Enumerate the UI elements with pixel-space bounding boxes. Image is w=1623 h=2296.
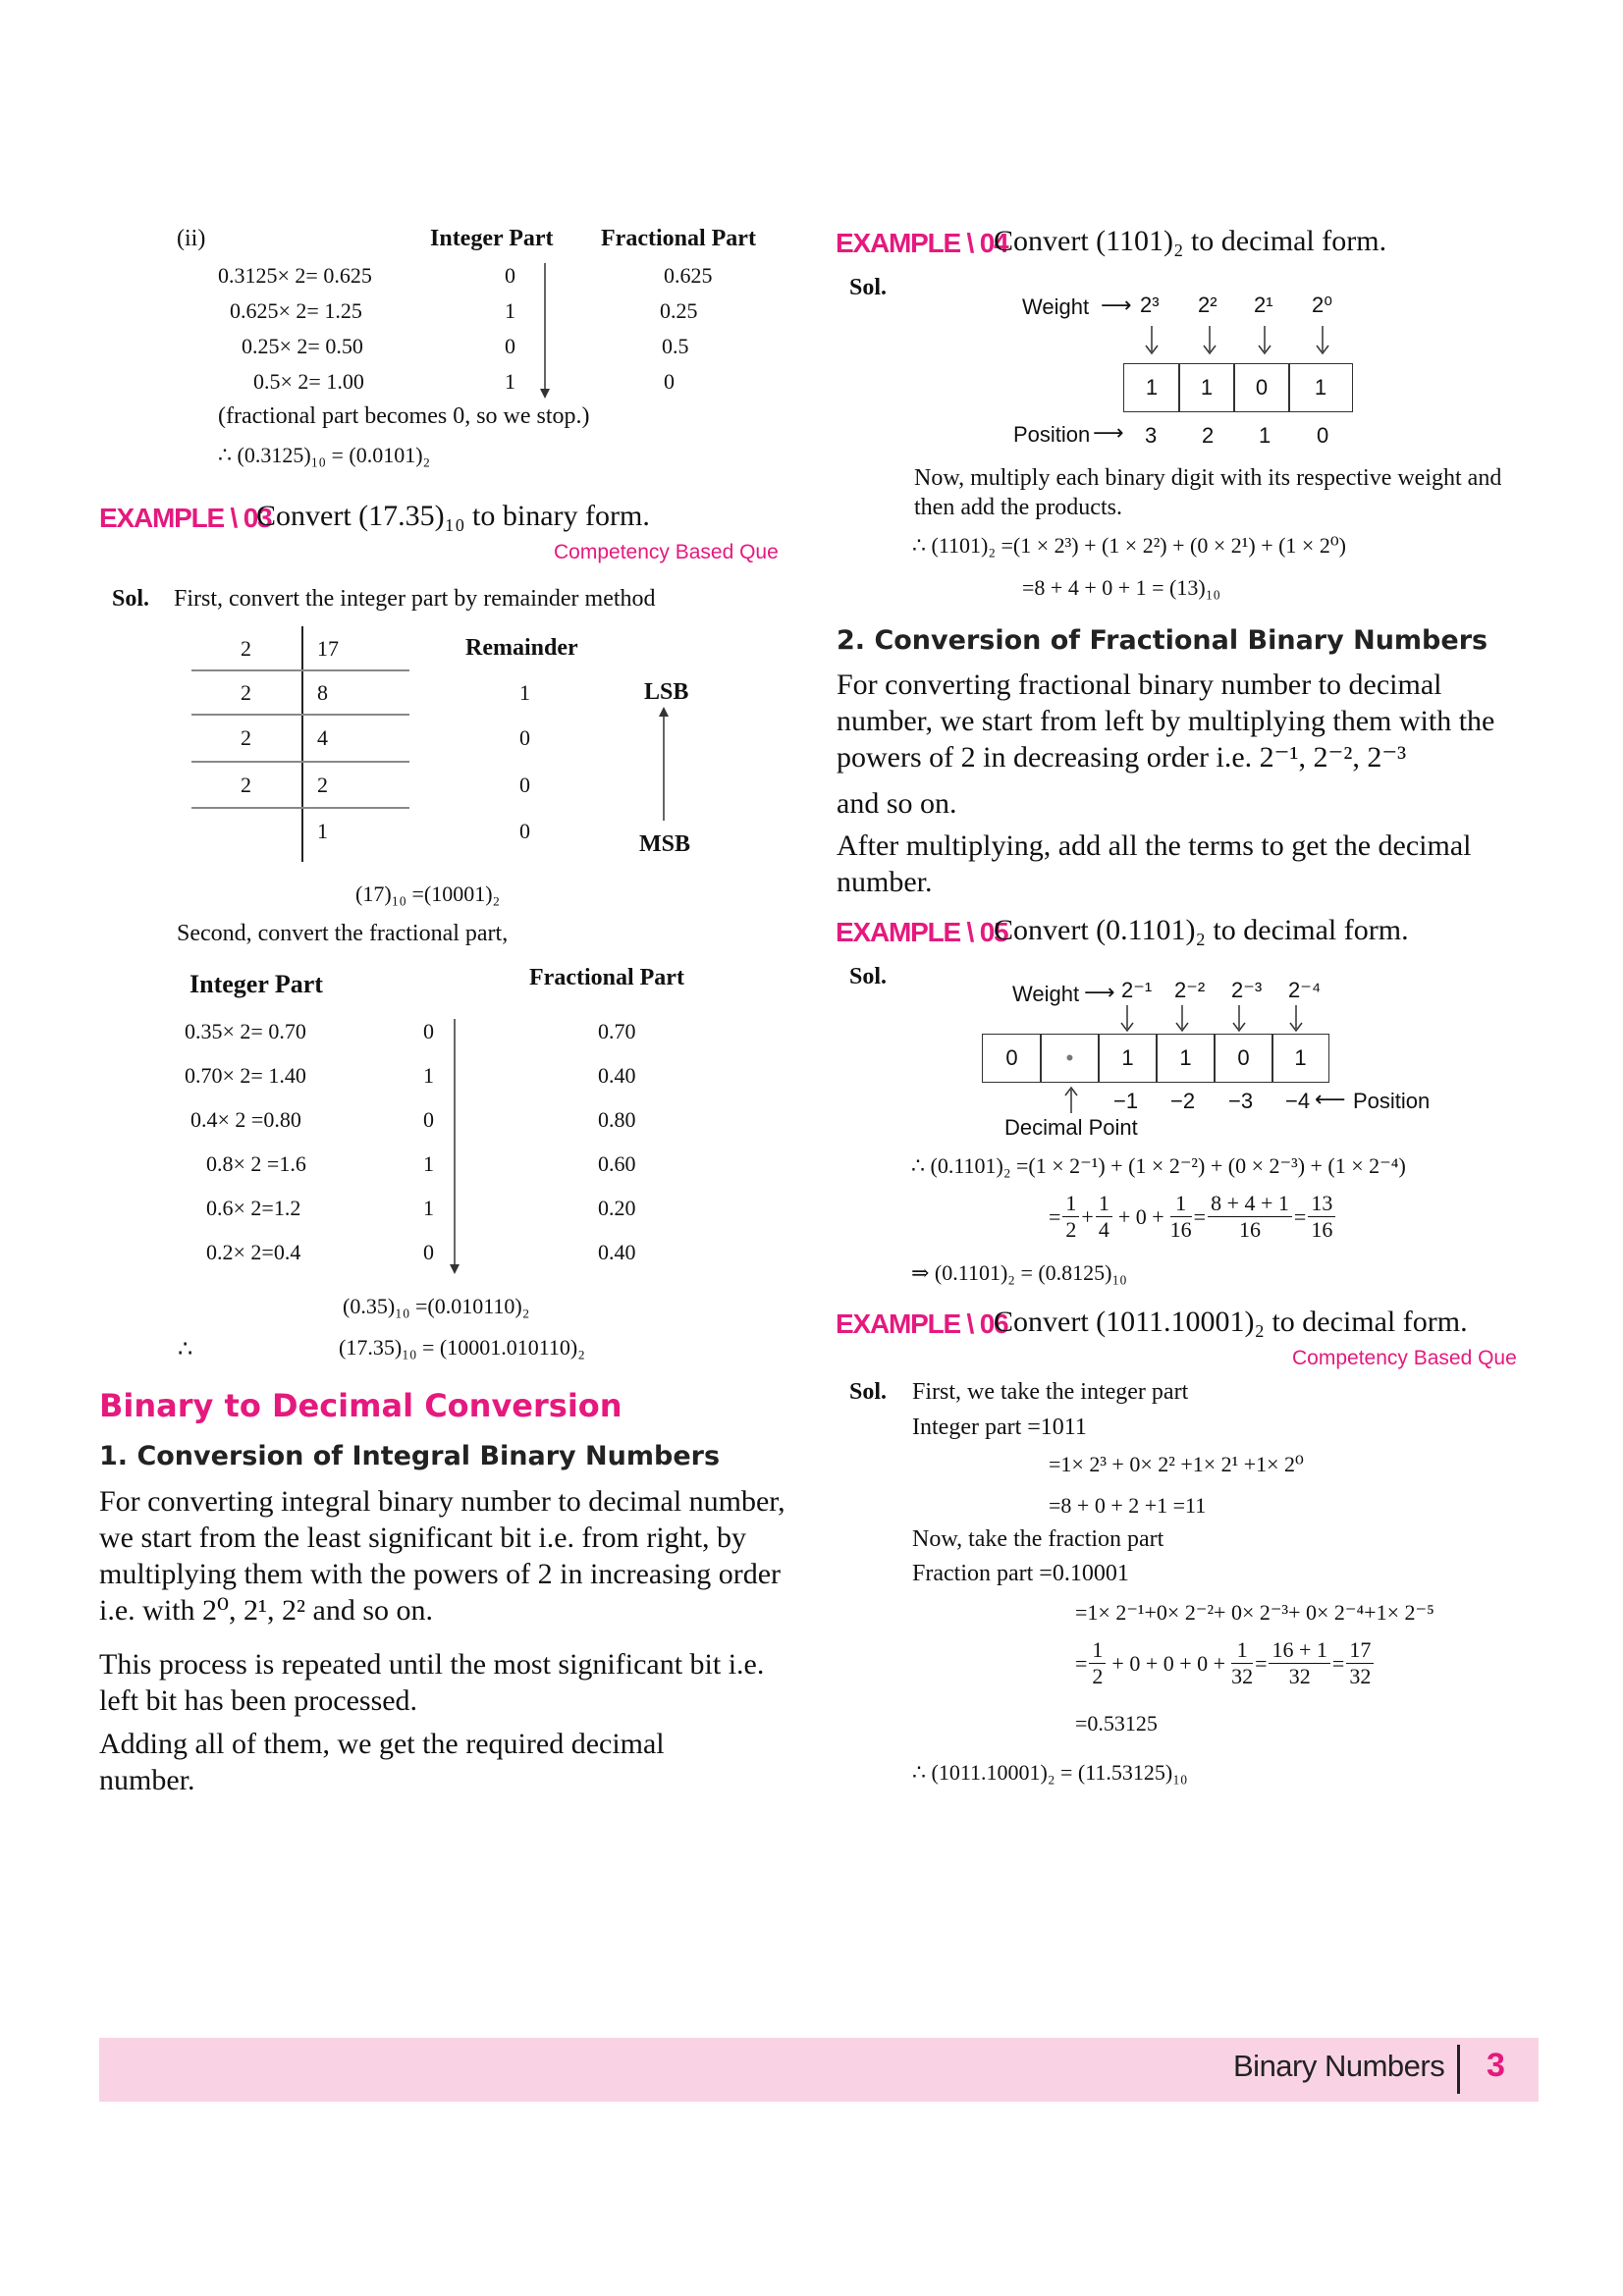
numerator: 1: [1170, 1191, 1192, 1217]
position: −3: [1228, 1089, 1254, 1113]
stop-note: (fractional part becomes 0, so we stop.): [218, 403, 590, 429]
denominator: 4: [1098, 1217, 1109, 1242]
sol-label: Sol.: [849, 1379, 888, 1405]
paragraph: Adding all of them, we get the required decimal number.: [99, 1728, 665, 1796]
calc-int: 0: [505, 263, 515, 288]
calc-row: 0.70× 2= 1.40: [185, 1063, 306, 1088]
weight: 2⁻⁴: [1288, 978, 1322, 1002]
numerator: 13: [1308, 1191, 1335, 1217]
weight-label: Weight: [1022, 294, 1090, 319]
denominator: 16: [1169, 1217, 1192, 1242]
division-rule: [191, 669, 409, 671]
denominator: 16: [1239, 1217, 1261, 1242]
part-result: ∴ (0.3125)₁₀ = (0.0101)₂: [218, 443, 431, 467]
bit-cell: 1: [1178, 363, 1235, 412]
fraction: [1096, 1191, 1112, 1243]
col-integer-header: Integer Part: [430, 226, 554, 251]
solution-line: Fraction part =0.10001: [912, 1561, 1129, 1586]
col-fraction-header: Fractional Part: [529, 965, 684, 990]
calc-row: 0.6× 2=1.2: [206, 1196, 301, 1220]
fraction-equation: = $\frac{1}{2}$ + $\frac{1}{4}$ + 0 + $\frac{1}{16}$ = $\frac{8 + 4 + 1}{16}$ = $\frac{13}{16}$: [1049, 1191, 1337, 1243]
fraction: [1308, 1191, 1335, 1243]
calc-row: 0.625× 2= 1.25: [230, 298, 362, 323]
final-result: (17.35)₁₀ = (10001.010110)₂: [339, 1335, 585, 1360]
middle-terms: + 0 + 0 + 0 +: [1111, 1650, 1226, 1676]
down-arrow-icon: [538, 263, 552, 400]
divisor: 2: [241, 773, 251, 797]
numerator: 17: [1346, 1637, 1374, 1664]
page-number: 3: [1487, 2047, 1505, 2084]
fraction: [1170, 1191, 1192, 1243]
part-label: (ii): [177, 226, 206, 251]
right-arrow-icon: ⟶: [1093, 420, 1124, 445]
dividend: 2: [317, 773, 328, 797]
paragraph: For converting integral binary number to decimal number, we start from the least significant bit i.e. from right, by multiplying them with the powers of 2 in increasing order i.e. with 2⁰, 2¹, 2² and so on.: [99, 1485, 785, 1627]
denominator: 16: [1311, 1217, 1333, 1242]
digit-cell: 1: [1271, 1034, 1329, 1083]
right-arrow-icon: ⟶: [1101, 293, 1132, 317]
example-result: ⇒ (0.1101)₂ = (0.8125)₁₀: [911, 1260, 1127, 1285]
subsection-title: 1. Conversion of Integral Binary Numbers: [99, 1441, 721, 1471]
division-rule: [191, 761, 409, 763]
right-arrow-icon: ⟶: [1084, 980, 1115, 1004]
weight: 2⁰: [1312, 293, 1333, 317]
solution-line: =1× 2⁻¹+0× 2⁻²+ 0× 2⁻³+ 0× 2⁻⁴+1× 2⁻⁵: [1075, 1600, 1434, 1625]
numerator: 1: [1096, 1191, 1112, 1217]
example-result: ∴ (1011.10001)₂ = (11.53125)₁₀: [912, 1760, 1188, 1785]
solution-line: =8 + 0 + 2 +1 =11: [1049, 1493, 1207, 1518]
paragraph: For converting fractional binary number to decimal number, we start from left by multiplying them with the powers of 2 in decreasing order i.e. 2⁻¹, 2⁻², 2⁻³: [837, 668, 1495, 774]
weight: 2⁻²: [1174, 978, 1206, 1002]
calc-row: 0.8× 2 =1.6: [206, 1151, 306, 1176]
calc-int: 1: [423, 1196, 434, 1220]
example-desc: Now, multiply each binary digit with its respective weight and then add the products.: [914, 465, 1502, 520]
remainder: 1: [519, 680, 530, 705]
calc-frac: 0: [664, 369, 675, 394]
denominator: 32: [1231, 1664, 1254, 1688]
denominator: 2: [1065, 1217, 1077, 1242]
numerator: 1: [1231, 1637, 1253, 1664]
calc-frac: 0.20: [598, 1196, 636, 1220]
dividend: 4: [317, 725, 328, 750]
calc-int: 1: [423, 1151, 434, 1176]
sol-label: Sol.: [112, 586, 150, 612]
left-arrow-icon: ⟵: [1315, 1087, 1346, 1111]
position: −1: [1113, 1089, 1139, 1113]
example-question: Convert (1011.10001)₂ to decimal form.: [994, 1306, 1468, 1338]
calc-int: 0: [423, 1240, 434, 1264]
fraction: [1062, 1191, 1079, 1243]
denominator: 32: [1288, 1664, 1311, 1688]
second-step: Second, convert the fractional part,: [177, 921, 509, 946]
digit-cell: 1: [1098, 1034, 1158, 1083]
fraction: [1089, 1637, 1106, 1689]
calc-frac: 0.80: [598, 1107, 636, 1132]
middle-terms: + 0 +: [1117, 1203, 1164, 1229]
division-rule: [191, 807, 409, 809]
calc-row: 0.5× 2= 1.00: [253, 369, 364, 394]
sol-label: Sol.: [849, 964, 888, 989]
numerator: 1: [1089, 1637, 1106, 1664]
numerator: 16 + 1: [1269, 1637, 1329, 1664]
fraction: [1269, 1637, 1329, 1689]
calc-frac: 0.625: [664, 263, 713, 288]
weight-label: Weight: [1012, 982, 1080, 1006]
up-arrow-icon: [1063, 1086, 1079, 1113]
calc-int: 1: [505, 298, 515, 323]
denominator: 2: [1092, 1664, 1104, 1688]
remainder-header: Remainder: [465, 635, 578, 661]
weight: 2³: [1140, 293, 1160, 317]
calc-int: 0: [423, 1019, 434, 1043]
equation-line: ∴ (1101)₂ =(1 × 2³) + (1 × 2²) + (0 × 2¹) + (1 × 2⁰): [912, 533, 1346, 558]
solution-line: First, we take the integer part: [912, 1379, 1189, 1405]
calc-frac: 0.25: [660, 298, 698, 323]
position: 3: [1145, 423, 1158, 448]
remainder: 0: [519, 725, 530, 750]
numerator: 1: [1062, 1191, 1079, 1217]
divisor: 2: [241, 725, 251, 750]
solution-line: =0.53125: [1075, 1711, 1158, 1735]
sol-text: First, convert the integer part by remainder method: [174, 586, 656, 612]
fraction: [1208, 1191, 1292, 1243]
paragraph: and so on.: [837, 787, 957, 820]
calc-int: 1: [423, 1063, 434, 1088]
dividend: 17: [317, 636, 339, 661]
msb-label: MSB: [639, 831, 691, 857]
position: −4: [1285, 1089, 1311, 1113]
dividend: 1: [317, 819, 328, 843]
calc-int: 0: [423, 1107, 434, 1132]
calc-int: 1: [505, 369, 515, 394]
denominator: 32: [1349, 1664, 1372, 1688]
example-question: Convert (1101)₂ to decimal form.: [994, 225, 1387, 257]
calc-frac: 0.40: [598, 1063, 636, 1088]
paragraph: This process is repeated until the most significant bit i.e. left bit has been processed.: [99, 1648, 765, 1717]
calc-frac: 0.60: [598, 1151, 636, 1176]
calc-row: 0.35× 2= 0.70: [185, 1019, 306, 1043]
example-tag: EXAMPLE \ 04: [836, 228, 1008, 258]
equals-sign: =: [1075, 1650, 1088, 1676]
decimal-point-cell: •: [1040, 1034, 1100, 1083]
weight: 2⁻¹: [1121, 978, 1153, 1002]
equals-sign: =: [1049, 1203, 1061, 1229]
equation-line: =8 + 4 + 0 + 1 = (13)₁₀: [1022, 575, 1221, 600]
position: 0: [1317, 423, 1329, 448]
solution-line: =1× 2³ + 0× 2² +1× 2¹ +1× 2⁰: [1049, 1452, 1304, 1476]
position: 1: [1259, 423, 1271, 448]
section-title: Binary to Decimal Conversion: [99, 1387, 622, 1424]
calc-row: 0.4× 2 =0.80: [190, 1107, 301, 1132]
example-question: Convert (17.35)₁₀ to binary form.: [256, 500, 650, 532]
position: 2: [1202, 423, 1215, 448]
calc-frac: 0.70: [598, 1019, 636, 1043]
example-tag: EXAMPLE \ 03: [99, 503, 272, 533]
calc-frac: 0.5: [662, 334, 689, 358]
equation-line: ∴ (0.1101)₂ =(1 × 2⁻¹) + (1 × 2⁻²) + (0 × 2⁻³) + (1 × 2⁻⁴): [911, 1153, 1406, 1178]
competency-label: Competency Based Que: [554, 541, 779, 563]
example-tag: EXAMPLE \ 06: [836, 1308, 1008, 1339]
footer-divider: [1457, 2045, 1460, 2094]
calc-row: 0.2× 2=0.4: [206, 1240, 301, 1264]
digit-cell: 0: [982, 1034, 1042, 1083]
bit-cell: 1: [1288, 363, 1353, 412]
fraction: [1346, 1637, 1374, 1689]
calc-frac: 0.40: [598, 1240, 636, 1264]
fraction-equation: = $\frac{1}{2}$ + 0 + 0 + 0 + $\frac{1}{32}$ = $\frac{16 + 1}{32}$ = $\frac{17}{32}$: [1075, 1637, 1376, 1689]
position-label: Position: [1353, 1089, 1431, 1113]
bit-cell: 1: [1123, 363, 1180, 412]
down-arrows-icon: [1117, 1003, 1314, 1035]
fraction: [1231, 1637, 1253, 1689]
weight: 2⁻³: [1231, 978, 1263, 1002]
division-divider: [301, 626, 303, 862]
example-question: Convert (0.1101)₂ to decimal form.: [994, 914, 1409, 946]
down-arrows-icon: [1140, 324, 1336, 357]
weight: 2¹: [1254, 293, 1273, 317]
divisor: 2: [241, 680, 251, 705]
numerator: 8 + 4 + 1: [1208, 1191, 1292, 1217]
integer-result: (17)₁₀ =(10001)₂: [355, 881, 501, 906]
bit-cell: 0: [1233, 363, 1290, 412]
col-fraction-header: Fractional Part: [601, 226, 756, 251]
digit-cell: 0: [1214, 1034, 1273, 1083]
solution-line: Integer part =1011: [912, 1415, 1087, 1440]
remainder: 0: [519, 819, 530, 843]
position: −2: [1170, 1089, 1196, 1113]
dividend: 8: [317, 680, 328, 705]
weight: 2²: [1198, 293, 1217, 317]
position-label: Position: [1013, 422, 1091, 447]
decimal-point-label: Decimal Point: [1004, 1115, 1138, 1140]
solution-line: Now, take the fraction part: [912, 1526, 1164, 1552]
competency-label: Competency Based Que: [1292, 1347, 1517, 1369]
down-arrow-icon: [448, 1019, 461, 1276]
subsection-title: 2. Conversion of Fractional Binary Numbers: [837, 625, 1488, 656]
chapter-title: Binary Numbers: [1233, 2049, 1445, 2083]
col-integer-header: Integer Part: [189, 970, 323, 998]
sol-label: Sol.: [849, 275, 888, 300]
example-tag: EXAMPLE \ 05: [836, 917, 1008, 947]
calc-row: 0.25× 2= 0.50: [242, 334, 363, 358]
up-arrow-icon: [657, 707, 671, 821]
calc-int: 0: [505, 334, 515, 358]
division-rule: [191, 714, 409, 716]
lsb-label: LSB: [644, 679, 689, 705]
divisor: 2: [241, 636, 251, 661]
remainder: 0: [519, 773, 530, 797]
calc-row: 0.3125× 2= 0.625: [218, 263, 372, 288]
digit-cell: 1: [1156, 1034, 1216, 1083]
paragraph: After multiplying, add all the terms to get the decimal number.: [837, 829, 1472, 898]
fraction-result: (0.35)₁₀ =(0.010110)₂: [343, 1294, 530, 1318]
therefore-symbol: ∴: [178, 1337, 193, 1362]
